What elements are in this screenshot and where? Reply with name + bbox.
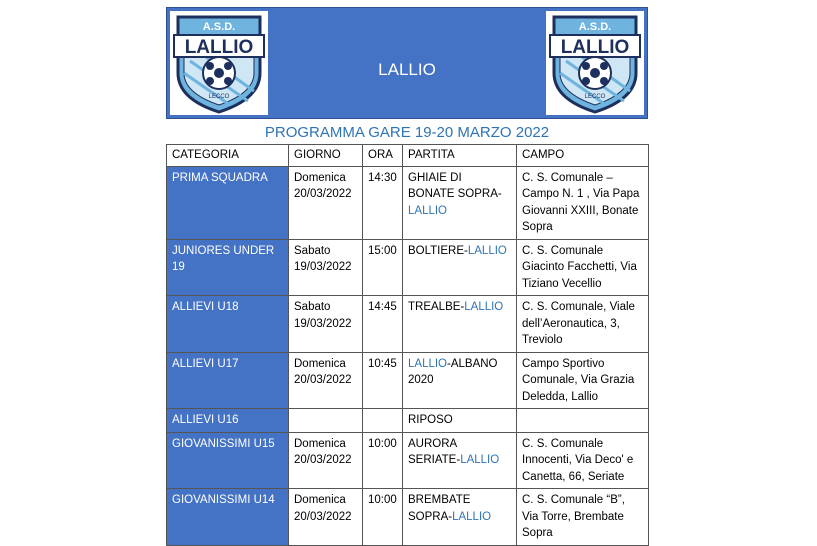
campo-cell: C. S. Comunale “B”, Via Torre, Brembate Sopra [517,489,649,546]
partita-cell: GHIAIE DI BONATE SOPRA-LALLIO [403,166,517,239]
categoria-cell: ALLIEVI U17 [167,352,289,409]
campo-cell: C. S. Comunale – Campo N. 1 , Via Papa Giovanni XXIII, Bonate Sopra [517,166,649,239]
table-row [167,352,649,409]
campo-cell: C. S. Comunale Innocenti, Via Deco' e Canetta, 66, Seriate [517,432,649,489]
partita-cell: BOLTIERE-LALLIO [403,239,517,296]
categoria-cell: PRIMA SQUADRA [167,166,289,239]
categoria-cell: ALLIEVI U16 [167,409,289,433]
campo-cell: C. S. Comunale Giacinto Facchetti, Via Tiziano Vecellio [517,239,649,296]
ora-cell: 14:45 [363,296,403,353]
partita-cell: LALLIO-ALBANO 2020 [403,352,517,409]
table-row [167,166,649,239]
campo-cell: Campo Sportivo Comunale, Via Grazia Deledda, Lallio [517,352,649,409]
table-row [167,489,649,546]
column-header-categoria: CATEGORIA [167,145,289,167]
club-crest-icon [546,11,644,115]
ora-cell: 10:00 [363,489,403,546]
giorno-cell: Sabato 19/03/2022 [289,239,363,296]
ora-cell: 14:30 [363,166,403,239]
categoria-cell: JUNIORES UNDER 19 [167,239,289,296]
giorno-cell: Sabato 19/03/2022 [289,296,363,353]
svg-text:LECCO: LECCO [584,94,606,100]
partita-cell: TREALBE-LALLIO [403,296,517,353]
column-header-partita: PARTITA [403,145,517,167]
ora-cell [363,409,403,433]
table-header-row [167,145,649,167]
campo-cell: C. S. Comunale, Viale dell’Aeronautica, 3, Treviolo [517,296,649,353]
giorno-cell [289,409,363,433]
ora-cell: 10:45 [363,352,403,409]
categoria-cell: GIOVANISSIMI U15 [167,432,289,489]
partita-cell: AURORA SERIATE-LALLIO [403,432,517,489]
club-logo-right [546,11,644,115]
table-row [167,432,649,489]
column-header-ora: ORA [363,145,403,167]
table-row [167,409,649,433]
categoria-cell: ALLIEVI U18 [167,296,289,353]
giorno-cell: Domenica 20/03/2022 [289,489,363,546]
giorno-cell: Domenica 20/03/2022 [289,432,363,489]
svg-text:A.S.D.: A.S.D. [578,21,612,33]
categoria-cell: GIOVANISSIMI U14 [167,489,289,546]
header-title: LALLIO [378,60,436,79]
column-header-campo: CAMPO [517,145,649,167]
ora-cell: 15:00 [363,239,403,296]
svg-text:LALLIO: LALLIO [560,37,630,58]
column-header-giorno: GIORNO [289,145,363,167]
svg-text:LECCO: LECCO [208,94,230,100]
partita-cell: BREMBATE SOPRA-LALLIO [403,489,517,546]
table-row [167,296,649,353]
svg-text:LALLIO: LALLIO [184,37,254,58]
header-band [166,7,648,119]
campo-cell [517,409,649,433]
giorno-cell: Domenica 20/03/2022 [289,352,363,409]
giorno-cell: Domenica 20/03/2022 [289,166,363,239]
svg-text:A.S.D.: A.S.D. [202,21,236,33]
ora-cell: 10:00 [363,432,403,489]
partita-cell: RIPOSO [403,409,517,433]
program-title: PROGRAMMA GARE 19-20 MARZO 2022 [264,124,550,141]
table-row [167,239,649,296]
schedule-table [166,144,649,546]
